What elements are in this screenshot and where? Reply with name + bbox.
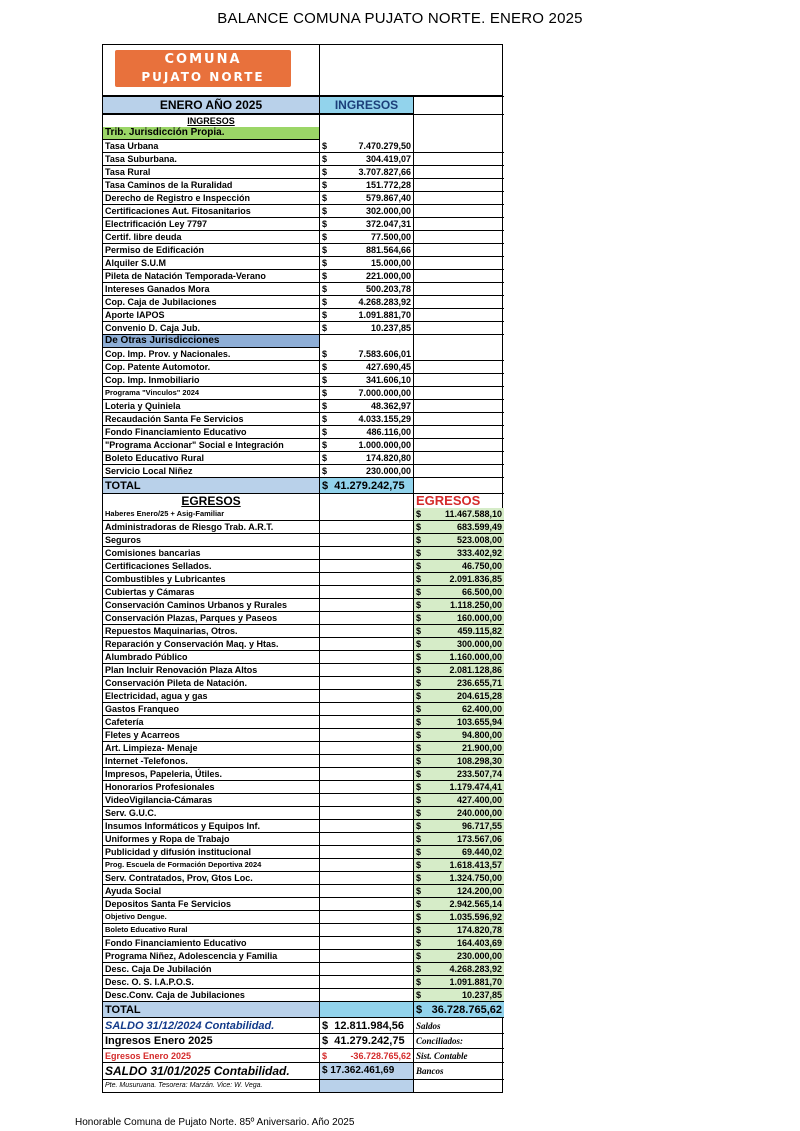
row-value: $ 7.470.279,50: [320, 140, 414, 153]
row-value: $ 240.000,00: [414, 807, 505, 820]
table-row: [103, 794, 504, 807]
table-row: [103, 426, 504, 439]
row-value: $ 1.000.000,00: [320, 439, 414, 452]
row-label: Ayuda Social: [103, 885, 320, 898]
table-row: [103, 885, 504, 898]
row-value: $ 1.035.596,92: [414, 911, 505, 924]
table-row: [103, 638, 504, 651]
section-title: De Otras Jurisdicciones: [103, 335, 320, 348]
row-label: VideoVigilancia-Cámaras: [103, 794, 320, 807]
row-value: $ 579.867,40: [320, 192, 414, 205]
logo-line-2: PUJATO NORTE: [141, 70, 265, 84]
row-label: Uniformes y Ropa de Trabajo: [103, 833, 320, 846]
row-value: $ 341.606,10: [320, 374, 414, 387]
table-row: [103, 846, 504, 859]
ingresos-label: Ingresos Enero 2025: [103, 1034, 320, 1049]
row-value: $ 204.615,28: [414, 690, 505, 703]
table-row: [103, 924, 504, 937]
expenses-header-left: EGRESOS: [103, 494, 320, 509]
table-row: [103, 976, 504, 989]
saldo-final-row: [103, 1063, 504, 1080]
table-row: [103, 781, 504, 794]
row-label: Fondo Financiamiento Educativo: [103, 937, 320, 950]
saldo-previous-row: [103, 1018, 504, 1034]
row-label: Derecho de Registro e Inspección: [103, 192, 320, 205]
row-value: $ 46.750,00: [414, 560, 505, 573]
row-label: Programa Niñez, Adolescencia y Familia: [103, 950, 320, 963]
table-row: [103, 755, 504, 768]
row-value: $ 48.362,97: [320, 400, 414, 413]
saldo-previous-label: SALDO 31/12/2024 Contabilidad.: [103, 1018, 320, 1034]
row-label: Cop. Imp. Prov. y Nacionales.: [103, 348, 320, 361]
row-value: $ 96.717,55: [414, 820, 505, 833]
row-value: $ 427.690,45: [320, 361, 414, 374]
row-value: $ 66.500,00: [414, 586, 505, 599]
row-value: $ 69.440,02: [414, 846, 505, 859]
row-value: $ 221.000,00: [320, 270, 414, 283]
egresos-value: $ -36.728.765,62: [320, 1049, 414, 1063]
row-value: $ 4.268.283,92: [320, 296, 414, 309]
logo-row: [103, 44, 502, 96]
row-label: Reparación y Conservación Maq. y Htas.: [103, 638, 320, 651]
row-label: Cubiertas y Cámaras: [103, 586, 320, 599]
row-label: Pileta de Natación Temporada-Verano: [103, 270, 320, 283]
row-value: $ 1.179.474,41: [414, 781, 505, 794]
table-row: [103, 465, 504, 478]
table-row: [103, 989, 504, 1002]
row-value: $ 173.567,06: [414, 833, 505, 846]
signatures-row: [103, 1080, 504, 1093]
row-value: $ 151.772,28: [320, 179, 414, 192]
table-row: [103, 400, 504, 413]
row-value: $ 1.324.750,00: [414, 872, 505, 885]
row-value: $ 304.419,07: [320, 153, 414, 166]
row-value: $ 1.118.250,00: [414, 599, 505, 612]
balance-sheet: [102, 44, 503, 1093]
row-label: Insumos Informáticos y Equipos Inf.: [103, 820, 320, 833]
row-label: Plan Incluir Renovación Plaza Altos: [103, 664, 320, 677]
row-label: Certificaciones Sellados.: [103, 560, 320, 573]
row-label: Tasa Caminos de la Ruralidad: [103, 179, 320, 192]
table-row: [103, 963, 504, 976]
table-row: [103, 807, 504, 820]
table-row: [103, 452, 504, 465]
row-label: Aporte IAPOS: [103, 309, 320, 322]
row-label: Convenio D. Caja Jub.: [103, 322, 320, 335]
row-label: Electricidad, agua y gas: [103, 690, 320, 703]
row-label: Loteria y Quiniela: [103, 400, 320, 413]
row-label: Haberes Enero/25 + Asig-Familiar: [103, 508, 320, 521]
table-row: [103, 950, 504, 963]
row-label: Comisiones bancarias: [103, 547, 320, 560]
row-value: $ 7.583.606,01: [320, 348, 414, 361]
row-value: $ 160.000,00: [414, 612, 505, 625]
table-row: [103, 521, 504, 534]
row-label: Serv. G.U.C.: [103, 807, 320, 820]
table-row: [103, 534, 504, 547]
row-label: Cafetería: [103, 716, 320, 729]
row-label: Cop. Caja de Jubilaciones: [103, 296, 320, 309]
row-value: $ 1.618.413,57: [414, 859, 505, 872]
row-value: $ 683.599,49: [414, 521, 505, 534]
row-value: $ 3.707.827,66: [320, 166, 414, 179]
table-row: [103, 387, 504, 400]
row-label: Cop. Imp. Inmobiliario: [103, 374, 320, 387]
header-row: [103, 97, 504, 115]
table-row: [103, 140, 504, 153]
table-row: [103, 179, 504, 192]
row-label: "Programa Accionar" Social e Integración: [103, 439, 320, 452]
note-saldos: Saldos: [414, 1018, 505, 1034]
row-label: Certificaciones Aut. Fitosanitarios: [103, 205, 320, 218]
table-row: [103, 413, 504, 426]
row-value: $ 500.203,78: [320, 283, 414, 296]
expenses-total-value: $ 36.728.765,62: [414, 1002, 505, 1018]
income-subheader: INGRESOS: [103, 114, 320, 127]
period-label: ENERO AÑO 2025: [103, 97, 320, 115]
page-title: BALANCE COMUNA PUJATO NORTE. ENERO 2025: [217, 10, 583, 27]
row-label: Art. Limpieza- Menaje: [103, 742, 320, 755]
section-other-jurisdictions: [103, 335, 504, 348]
row-label: Tasa Suburbana.: [103, 153, 320, 166]
table-row: [103, 374, 504, 387]
row-label: Honorarios Profesionales: [103, 781, 320, 794]
expenses-total-row: [103, 1002, 504, 1018]
table-row: [103, 664, 504, 677]
table-row: [103, 322, 504, 335]
table-row: [103, 599, 504, 612]
table-row: [103, 677, 504, 690]
table-row: [103, 257, 504, 270]
row-value: $ 77.500,00: [320, 231, 414, 244]
row-value: $ 174.820,78: [414, 924, 505, 937]
table-row: [103, 231, 504, 244]
table-row: [103, 439, 504, 452]
row-label: Tasa Urbana: [103, 140, 320, 153]
table-row: [103, 309, 504, 322]
row-value: $ 4.033.155,29: [320, 413, 414, 426]
row-value: $ 302.000,00: [320, 205, 414, 218]
table-row: [103, 560, 504, 573]
row-label: Internet -Telefonos.: [103, 755, 320, 768]
table-row: [103, 361, 504, 374]
row-label: Fondo Financiamiento Educativo: [103, 426, 320, 439]
comuna-logo: [115, 50, 291, 87]
table-row: [103, 573, 504, 586]
row-value: $ 230.000,00: [414, 950, 505, 963]
row-value: $ 333.402,92: [414, 547, 505, 560]
row-value: $ 427.400,00: [414, 794, 505, 807]
table-row: [103, 192, 504, 205]
row-value: $ 4.268.283,92: [414, 963, 505, 976]
table-row: [103, 768, 504, 781]
table-row: [103, 296, 504, 309]
table-row: [103, 742, 504, 755]
table-row: [103, 348, 504, 361]
table-row: [103, 703, 504, 716]
row-label: Conservación Pileta de Natación.: [103, 677, 320, 690]
row-value: $ 1.091.881,70: [414, 976, 505, 989]
row-value: $ 459.115,82: [414, 625, 505, 638]
section-own-jurisdiction: [103, 127, 504, 140]
row-label: Boleto Educativo Rural: [103, 924, 320, 937]
row-label: Electrificación Ley 7797: [103, 218, 320, 231]
footer-text: Honorable Comuna de Pujato Norte. 85º Aniversario. Año 2025: [75, 1117, 355, 1128]
row-value: $ 523.008,00: [414, 534, 505, 547]
row-label: Fletes y Acarreos: [103, 729, 320, 742]
row-label: Administradoras de Riesgo Trab. A.R.T.: [103, 521, 320, 534]
table-row: [103, 586, 504, 599]
expenses-header-right: EGRESOS: [416, 493, 481, 508]
table-row: [103, 937, 504, 950]
row-value: $ 1.160.000,00: [414, 651, 505, 664]
table-row: [103, 911, 504, 924]
note-sist-contable: Sist. Contable: [414, 1049, 505, 1063]
egresos-row: [103, 1049, 504, 1063]
row-value: $ 94.800,00: [414, 729, 505, 742]
ingresos-row: [103, 1034, 504, 1049]
balance-table: [103, 96, 504, 1092]
logo-divider: [319, 45, 320, 95]
row-label: Seguros: [103, 534, 320, 547]
saldo-final-value: $ 17.362.461,69: [320, 1063, 414, 1080]
row-label: Boleto Educativo Rural: [103, 452, 320, 465]
row-label: Recaudación Santa Fe Servicios: [103, 413, 320, 426]
row-label: Desc.Conv. Caja de Jubilaciones: [103, 989, 320, 1002]
row-value: $ 372.047,31: [320, 218, 414, 231]
table-row: [103, 166, 504, 179]
signatures: Pte. Musuruana. Tesorera: Marzán. Vice: W. Vega.: [103, 1080, 320, 1093]
row-value: $ 21.900,00: [414, 742, 505, 755]
row-label: Alumbrado Público: [103, 651, 320, 664]
row-label: Conservación Caminos Urbanos y Rurales: [103, 599, 320, 612]
table-row: [103, 729, 504, 742]
row-value: $ 103.655,94: [414, 716, 505, 729]
row-label: Serv. Contratados, Prov, Gtos Loc.: [103, 872, 320, 885]
table-row: [103, 508, 504, 521]
table-row: [103, 625, 504, 638]
row-value: $ 62.400,00: [414, 703, 505, 716]
row-label: Impresos, Papeleria, Útiles.: [103, 768, 320, 781]
row-label: Permiso de Edificación: [103, 244, 320, 257]
row-label: Desc. O. S. I.A.P.O.S.: [103, 976, 320, 989]
table-row: [103, 244, 504, 257]
row-label: Certif. libre deuda: [103, 231, 320, 244]
table-row: [103, 872, 504, 885]
row-label: Conservación Plazas, Parques y Paseos: [103, 612, 320, 625]
table-row: [103, 218, 504, 231]
row-value: $ 174.820,80: [320, 452, 414, 465]
row-label: Servicio Local Niñez: [103, 465, 320, 478]
row-value: $ 11.467.588,10: [414, 508, 505, 521]
table-row: [103, 716, 504, 729]
row-value: $ 7.000.000,00: [320, 387, 414, 400]
note-conciliados: Conciliados:: [414, 1034, 505, 1049]
table-row: [103, 833, 504, 846]
table-row: [103, 283, 504, 296]
row-label: Intereses Ganados Mora: [103, 283, 320, 296]
section-title: Trib. Jurisdicción Propia.: [103, 127, 320, 140]
row-value: $ 2.081.128,86: [414, 664, 505, 677]
table-row: [103, 153, 504, 166]
row-value: $ 486.116,00: [320, 426, 414, 439]
saldo-final-label: SALDO 31/01/2025 Contabilidad.: [103, 1063, 320, 1080]
row-value: $ 108.298,30: [414, 755, 505, 768]
egresos-label: Egresos Enero 2025: [103, 1049, 320, 1063]
row-label: Cop. Patente Automotor.: [103, 361, 320, 374]
row-label: Programa "Vinculos" 2024: [103, 387, 320, 400]
row-label: Alquiler S.U.M: [103, 257, 320, 270]
row-label: Objetivo Dengue.: [103, 911, 320, 924]
income-column-header: INGRESOS: [320, 97, 414, 115]
table-row: [103, 612, 504, 625]
table-row: [103, 205, 504, 218]
saldo-previous-value: $ 12.811.984,56: [320, 1018, 414, 1034]
table-row: [103, 651, 504, 664]
table-row: [103, 547, 504, 560]
note-bancos: Bancos: [414, 1063, 505, 1080]
row-label: Desc. Caja De Jubilación: [103, 963, 320, 976]
row-value: $ 124.200,00: [414, 885, 505, 898]
expenses-total-label: TOTAL: [103, 1002, 320, 1018]
row-value: $ 230.000,00: [320, 465, 414, 478]
table-row: [103, 820, 504, 833]
row-value: $ 2.942.565,14: [414, 898, 505, 911]
row-label: Publicidad y difusión institucional: [103, 846, 320, 859]
row-value: $ 2.091.836,85: [414, 573, 505, 586]
logo-line-1: COMUNA: [164, 52, 242, 67]
row-value: $ 233.507,74: [414, 768, 505, 781]
table-row: [103, 898, 504, 911]
income-total-value: $ 41.279.242,75: [320, 478, 414, 494]
row-label: Gastos Franqueo: [103, 703, 320, 716]
row-label: Repuestos Maquinarias, Otros.: [103, 625, 320, 638]
expenses-header-row: [103, 494, 504, 509]
row-label: Tasa Rural: [103, 166, 320, 179]
row-label: Depositos Santa Fe Servicios: [103, 898, 320, 911]
table-row: [103, 859, 504, 872]
row-value: $ 1.091.881,70: [320, 309, 414, 322]
row-value: $ 10.237,85: [414, 989, 505, 1002]
income-subheader-row: [103, 114, 504, 127]
row-value: $ 164.403,69: [414, 937, 505, 950]
row-value: $ 10.237,85: [320, 322, 414, 335]
row-value: $ 881.564,66: [320, 244, 414, 257]
income-total-row: [103, 478, 504, 494]
row-value: $ 300.000,00: [414, 638, 505, 651]
table-row: [103, 690, 504, 703]
row-value: $ 236.655,71: [414, 677, 505, 690]
row-label: Prog. Escuela de Formación Deportiva 2024: [103, 859, 320, 872]
row-value: $ 15.000,00: [320, 257, 414, 270]
row-label: Combustibles y Lubricantes: [103, 573, 320, 586]
table-row: [103, 270, 504, 283]
ingresos-value: $ 41.279.242,75: [320, 1034, 414, 1049]
income-total-label: TOTAL: [103, 478, 320, 494]
